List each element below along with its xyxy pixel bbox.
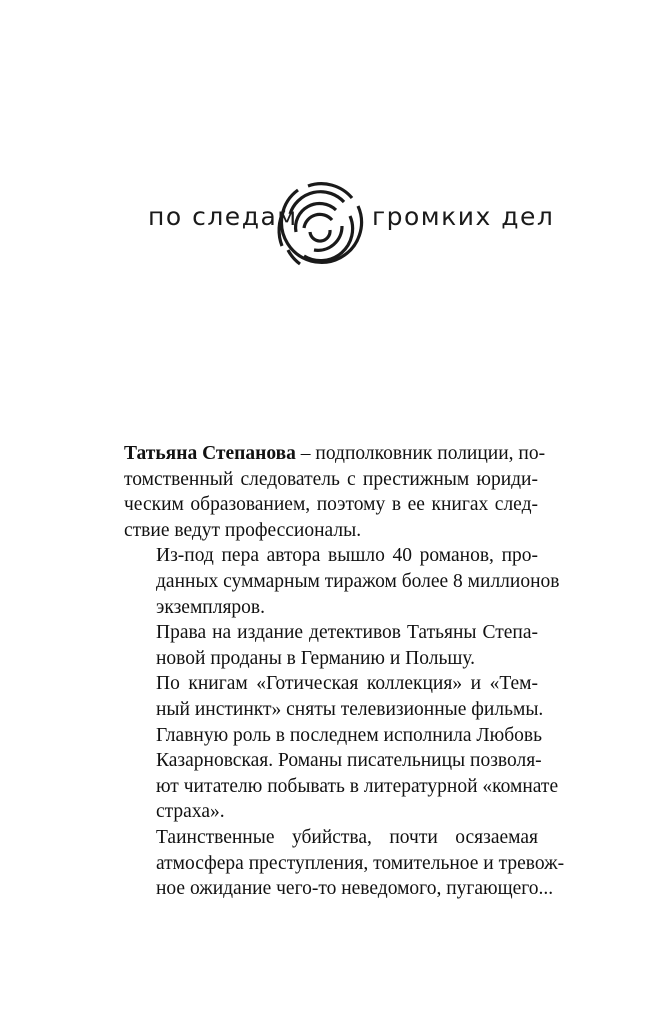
series-title-right: громких дел bbox=[372, 202, 555, 231]
bio-paragraph bbox=[124, 620, 538, 671]
series-header bbox=[0, 180, 662, 280]
bio-line: страха». bbox=[156, 801, 225, 823]
spiral-arc-4 bbox=[304, 214, 332, 228]
bio-line: ствие ведут профессионалы. bbox=[124, 519, 362, 541]
bio-paragraph bbox=[124, 825, 565, 902]
bio-line: ный инстинкт» сняты телевизионные фильмы. bbox=[156, 698, 544, 720]
bio-line: Казарновская. Романы писательницы позволя- bbox=[156, 750, 542, 772]
bio-line: данных суммарным тиражом более 8 миллионов bbox=[156, 570, 560, 592]
bio-line: Права на издание детективов Татьяны Степа- bbox=[156, 622, 538, 644]
bio-line: ное ожидание чего-то неведомого, пугающего... bbox=[156, 878, 554, 900]
bio-paragraph bbox=[124, 671, 544, 722]
bio-line: Таинственные убийства, почти осязаемая bbox=[156, 826, 538, 848]
series-title-left: по следам bbox=[148, 202, 298, 231]
bio-line: По книгам «Готическая коллекция» и «Тем- bbox=[156, 673, 538, 695]
bio-line: атмосфера преступления, томительное и тревож- bbox=[156, 852, 565, 874]
author-bio bbox=[124, 441, 565, 902]
bio-paragraph bbox=[124, 723, 559, 825]
spiral-arc-5 bbox=[310, 230, 330, 241]
bio-line: Главную роль в последнем исполнила Любовь bbox=[156, 724, 542, 746]
bio-line: новой проданы в Германию и Польшу. bbox=[156, 647, 476, 669]
bio-line: экземпляров. bbox=[156, 596, 266, 618]
bio-line: ют читателю побывать в литературной «комнате bbox=[156, 775, 559, 797]
author-name: Татьяна Степанова bbox=[124, 443, 296, 464]
bio-line: ческим образованием, поэтому в ее книгах след- bbox=[124, 494, 538, 516]
bio-paragraph bbox=[124, 441, 546, 543]
spiral-swirl-icon bbox=[274, 180, 366, 276]
bio-line: томственный следователь с престижным юриди- bbox=[124, 468, 538, 490]
bio-paragraph bbox=[124, 543, 560, 620]
bio-line: Татьяна Степанова – подполковник полиции, по- bbox=[124, 443, 546, 464]
bio-line: Из-под пера автора вышло 40 романов, про- bbox=[156, 545, 538, 567]
